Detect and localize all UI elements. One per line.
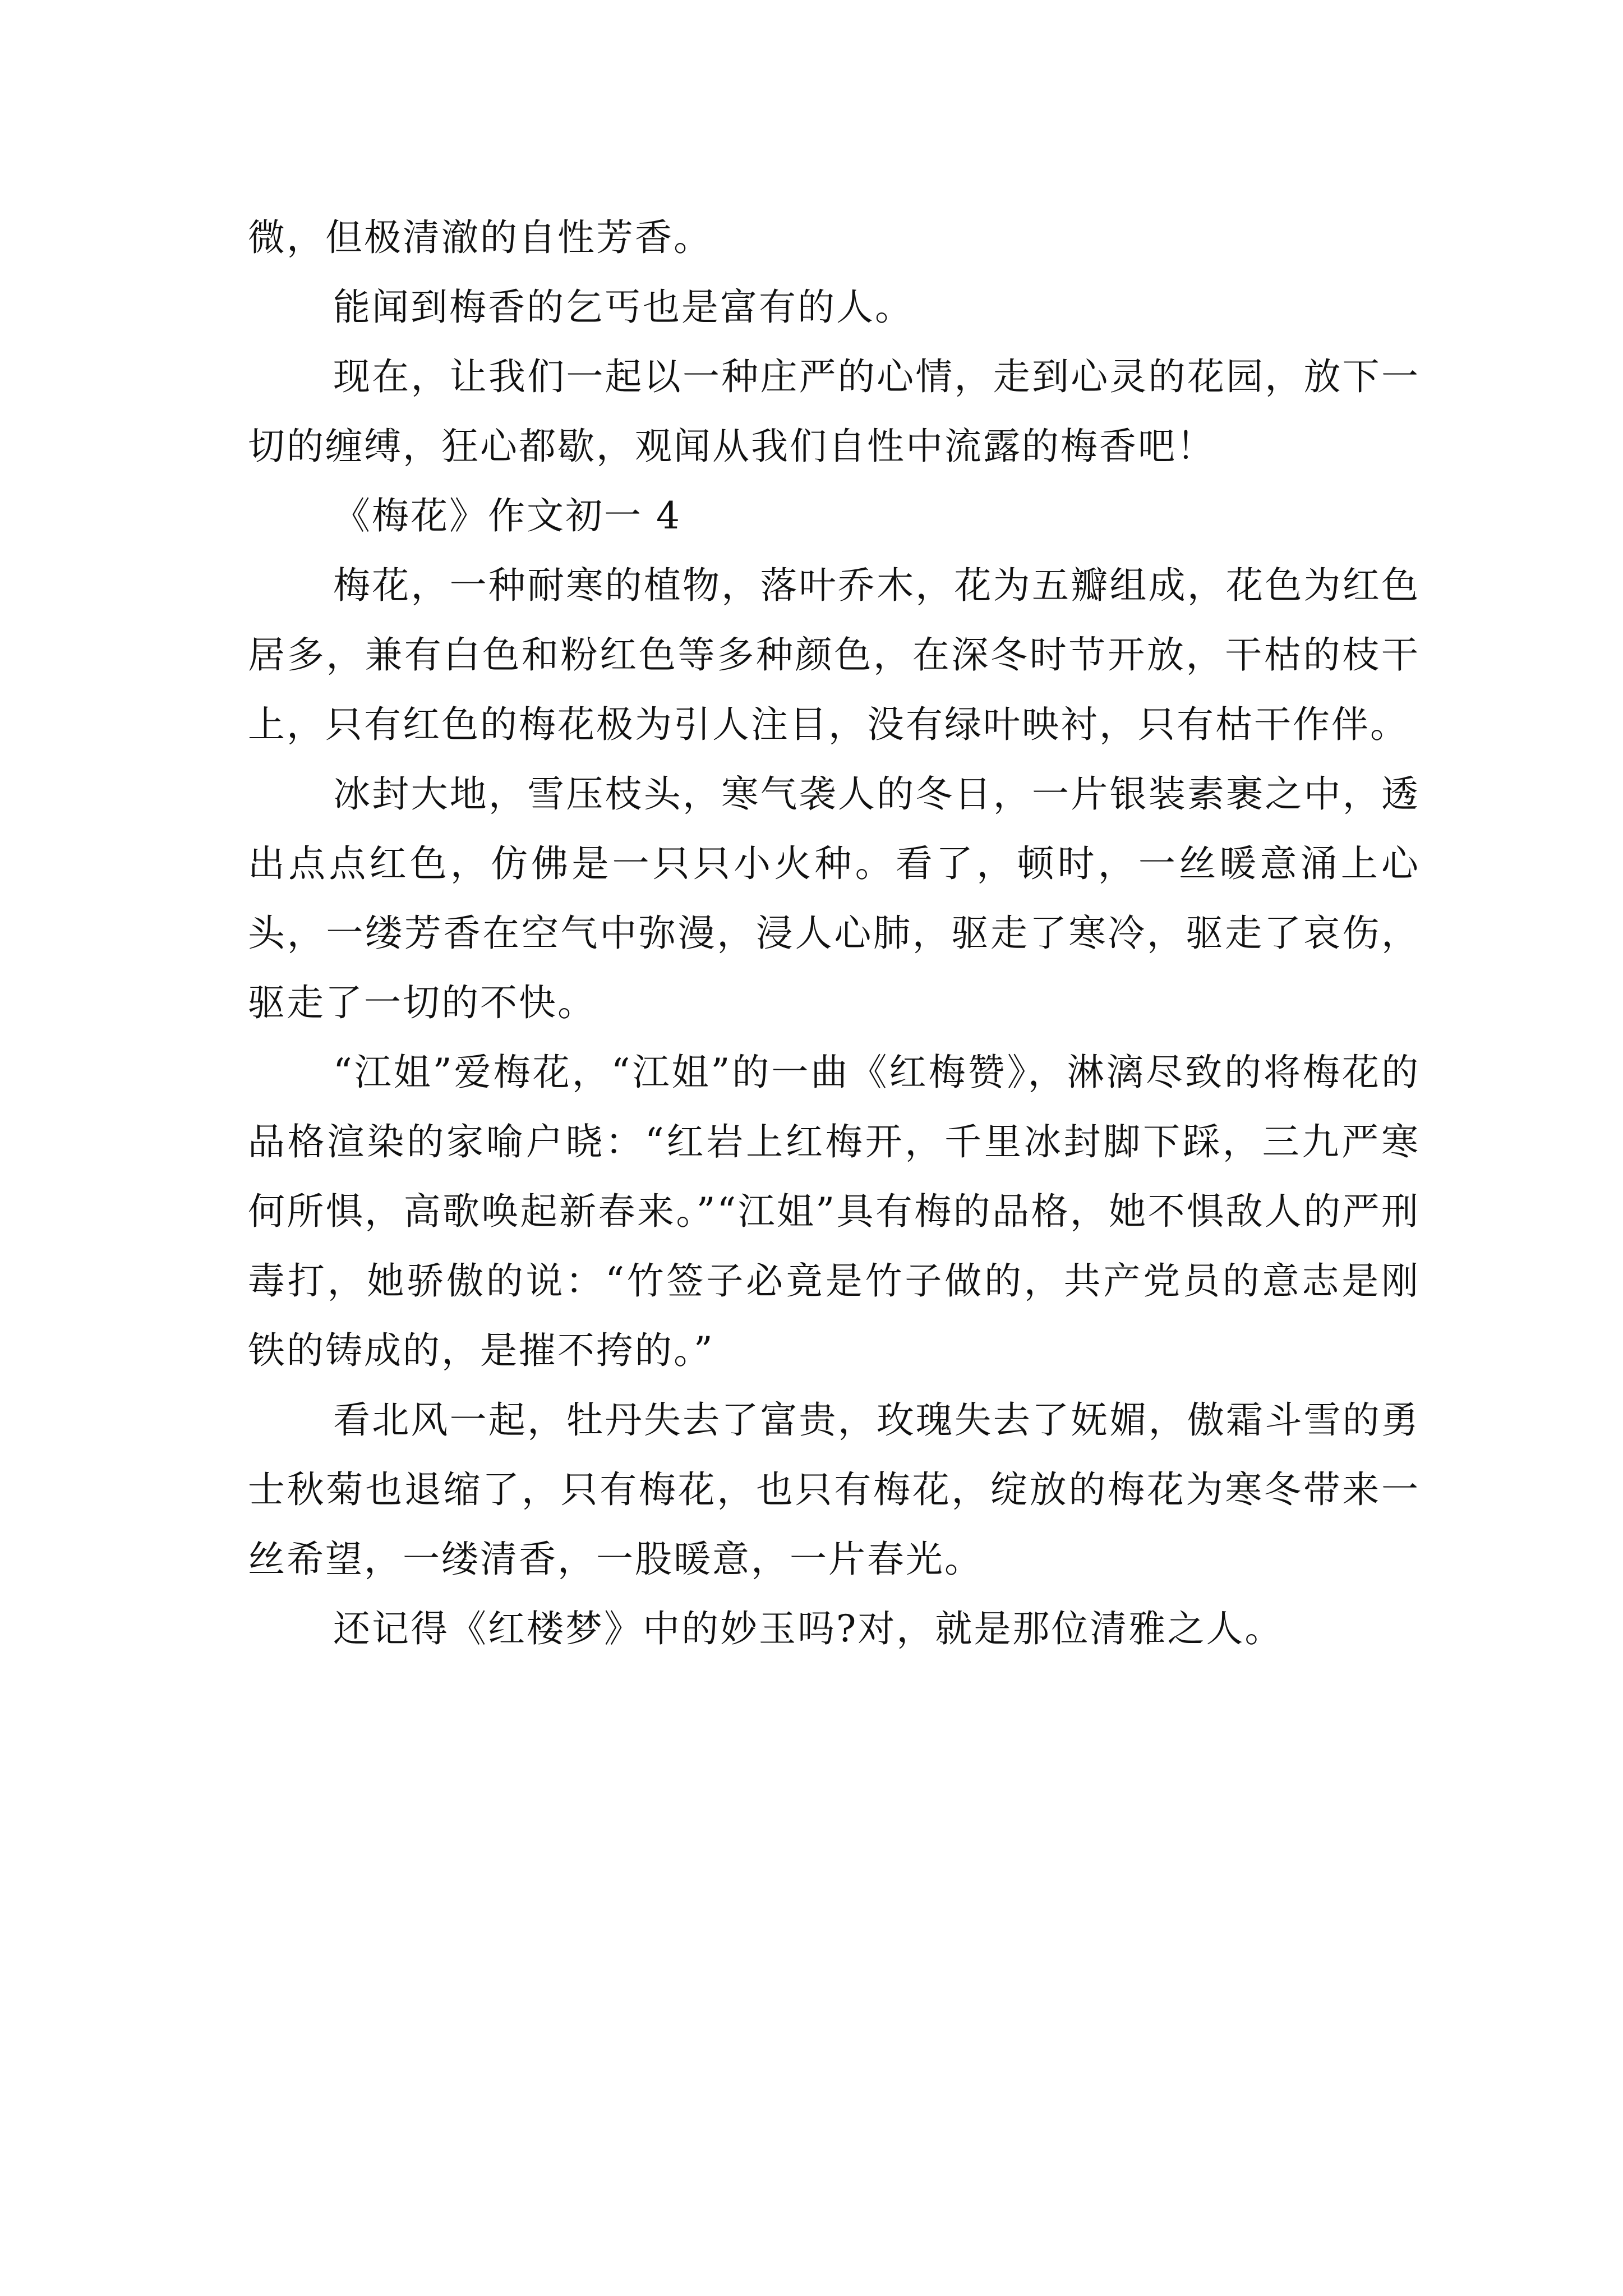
paragraph: 能闻到梅香的乞丐也是富有的人。 (333, 286, 914, 329)
document-body (248, 203, 1420, 1664)
paragraph: 梅花，一种耐寒的植物，落叶乔木，花为五瓣组成，花色为红色居多，兼有白色和粉红色等多种颜色，在深冬时节开放，干枯的枝干上，只有红色的梅花极为引人注目，没有绿叶映衬，只有枯干作伴。 (248, 564, 1420, 746)
paragraph: “江姐”爱梅花，“江姐”的一曲《红梅赞》，淋漓尽致的将梅花的品格渲染的家喻户晓：“红岩上红梅开，千里冰封脚下踩，三九严寒何所惧，高歌唤起新春来。”“江姐”具有梅的品格，她不惧敌人的严刑毒打，她骄傲的说：“竹签子必竟是竹子做的，共产党员的意志是刚铁的铸成的，是摧不挎的。” (248, 1051, 1420, 1372)
paragraph: 现在，让我们一起以一种庄严的心情，走到心灵的花园，放下一切的缠缚，狂心都歇，观闻从我们自性中流露的梅香吧！ (248, 355, 1420, 468)
paragraph: 微，但极清澈的自性芳香。 (248, 216, 712, 259)
paragraph: 还记得《红楼梦》中的妙玉吗?对，就是那位清雅之人。 (333, 1607, 1284, 1650)
section-heading: 《梅花》作文初一 4 (333, 494, 681, 537)
paragraph: 看北风一起，牡丹失去了富贵，玫瑰失去了妩媚，傲霜斗雪的勇士秋菊也退缩了，只有梅花，也只有梅花，绽放的梅花为寒冬带来一丝希望，一缕清香，一股暖意，一片春光。 (248, 1398, 1420, 1581)
paragraph: 冰封大地，雪压枝头，寒气袭人的冬日，一片银装素裹之中，透出点点红色，仿佛是一只只小火种。看了，顿时，一丝暖意涌上心头，一缕芳香在空气中弥漫，浸人心肺，驱走了寒冷，驱走了哀伤，驱走了一切的不快。 (248, 772, 1420, 1024)
